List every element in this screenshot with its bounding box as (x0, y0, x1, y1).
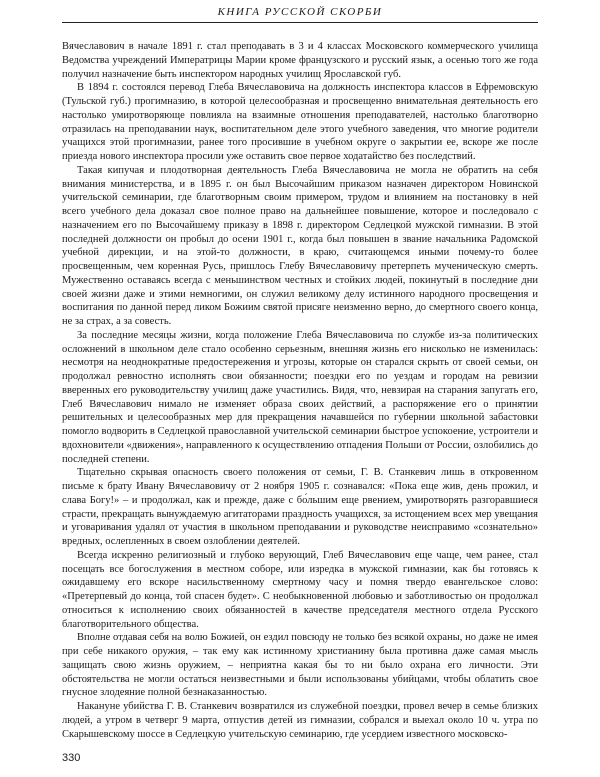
body-text (62, 40, 538, 741)
paragraph: Всегда искренно религиозный и глубоко верующий, Глеб Вячеславович еще чаще, чем ранее, стал посещать все богослужения в местном соборе, или изредка в мужской гимназии, как бы готовясь к ожидавшему его вскоре насильственному смертному часу и помня твердо евангельское слово: «Претерпевый до конца, той спасен будет». С необыкновенной любовью и заботливостью он продолжал относиться к исполнению своих обязанностей в качестве председателя местного отдела Русского благотворительного общества. (62, 549, 538, 630)
page-number: 330 (62, 752, 81, 764)
paragraph: Накануне убийства Г. В. Станкевич возвратился из служебной поездки, провел вечер в семье близких людей, а утром в четверг 9 марта, отпустив детей из гимназии, собрался и выехал около 10 ч. утра по Скарышевскому шоссе в Седлецкую учительскую семинарию, где усердием известного московско- (62, 701, 538, 740)
book-title: КНИГА РУССКОЙ СКОРБИ (217, 6, 383, 18)
running-header (62, 6, 538, 23)
paragraph: Вячеславович в начале 1891 г. стал преподавать в 3 и 4 классах Московского коммерческого училища Ведомства учреждений Императрицы Марии кроме французского и русский язык, а осенью того же года получил назначение быть инспектором народных училищ Ярославской губ. (62, 41, 538, 80)
paragraph: Такая кипучая и плодотворная деятельность Глеба Вячеславовича не могла не обратить на себя внимания министерства, и в 1895 г. он был Высочайшим приказом назначен директором Новинской учительской семинарии, где благотворным своим примером, трудом и влиянием на постановку в ней всего учебного дела доказал свое полное право на дальнейшее повышение, которое и последовало с назначением его по Высочайшему приказу в 1898 г. директором Седлецкой мужской гимназии. В этой последней должности он пробыл до осени 1901 г., когда был повышен в звание начальника Радомской учебной дирекции, и на этой-то должности, в краю, считающемся иными почему-то более просвещенным, чем коренная Русь, пришлось Глебу Вячеславовичу претерпеть мученическую смерть. Мужественно оставаясь всегда с меньшинством честных и стойких людей, покинутый в последние дни своей жизни даже и этими немногими, он служил великому делу истинного народного просвещения и воспитания по данной перед ликом Божиим святой присяге неизменно верно, до смертного своего конца, не за страх, а за совесть. (62, 164, 538, 327)
paragraph: В 1894 г. состоялся перевод Глеба Вячеславовича на должность инспектора классов в Ефремовскую (Тульской губ.) прогимназию, в которой целесообразная и просвещенно внимательная деятельность его настолько умиротворяюще повлияла на взаимные отношения преподавателей, настолько благотворно отразилась на преподавании наук, воспитательном деле этого учебного заведения, что многие родители учащихся этой прогимназии, ранее того просившие в учебном округе о закрытии ее, вскоре же после приезда нового инспектора просили уже оставить свое первое ходатайство без последствий. (62, 82, 538, 162)
paragraph: Тщательно скрывая опасность своего положения от семьи, Г. В. Станкевич лишь в откровенном письме к брату Ивану Вячеславовичу от 2 ноября 1905 г. сознавался: «Пока еще жив, день прожил, и слава Богу!» – и продолжал, как и прежде, даже с бо́льшим еще рвением, умиротворять разгоравшиеся страсти, прекращать вынуждаемую агитаторами праздность учащихся, за истощением всех мер увещания и уговаривания удалял от участия в школьном преподавании и руководстве неисправимо «сознательно» вредных, ослепленных в своем озлоблении деятелей. (62, 467, 538, 547)
paragraph: За последние месяцы жизни, когда положение Глеба Вячеславовича по службе из-за политических осложнений в школьном деле стало особенно серьезным, внешняя жизнь его нисколько не изменилась: несмотря на неоднократные предостережения и угрозы, которые он старался скрыть от своей семьи, он продолжал ревностно исполнять свои обязанности; поездки его по уездам и городам на ревизии вверенных его руководительству училищ даже участились. Видя, что, невзирая на старания запугать его, Глеб Вячеславович нимало не изменяет образа своих действий, а распоряжение его о принятии решительных и целесообразных мер для прекращения начавшейся по губернии школьной забастовки помогло водворить в Седлецкой православной учительской семинарии быстрое успокоение, устроители и вдохновители «движения», направленного к осуществлению отпадения Польши от России, озлобились до последней степени. (62, 329, 538, 465)
paragraph: Вполне отдавая себя на волю Божией, он ездил повсюду не только без всякой охраны, но даже не имея при себе никакого оружия, – так ему как истинному христианину была противна даже самая мысль защищать свою жизнь оружием, – неприятна какая бы то ни было охрана его личности. Эти обстоятельства не могли остаться неизвестными и были использованы убийцами, чтобы облатить свое гнусное злодеяние полной безнаказанностью. (62, 632, 538, 699)
